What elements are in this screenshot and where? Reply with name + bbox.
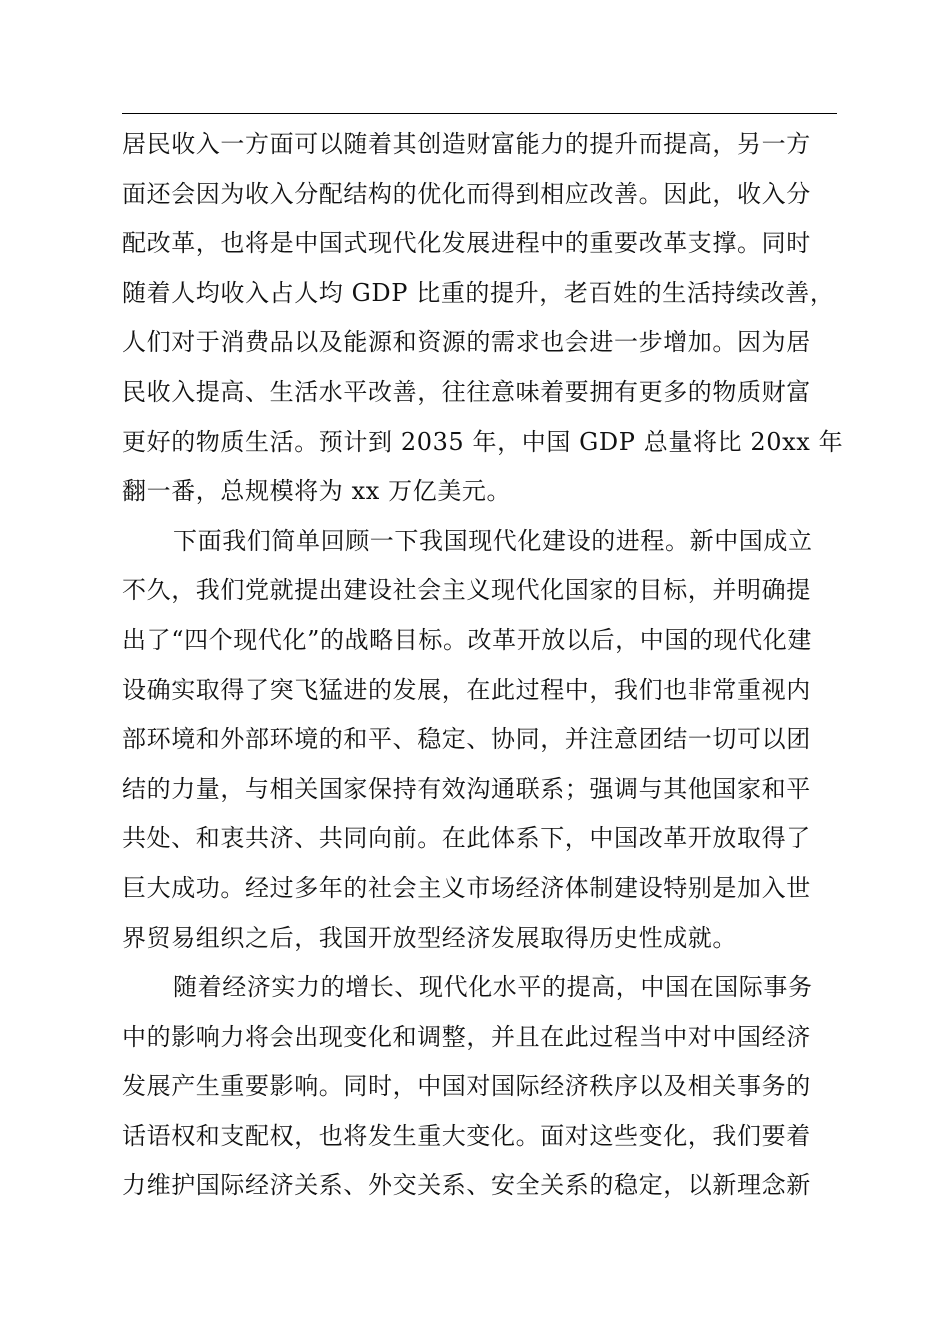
text-line: 巨大成功。经过多年的社会主义市场经济体制建设特别是加入世	[122, 873, 811, 902]
text-line: 不久，我们党就提出建设社会主义现代化国家的目标，并明确提	[122, 576, 811, 605]
text-line: 面还会因为收入分配结构的优化而得到相应改善。因此，收入分	[122, 179, 811, 208]
document-body	[122, 120, 844, 1211]
text-line: 话语权和支配权，也将发生重大变化。面对这些变化，我们要着	[122, 1121, 811, 1150]
text-line: 配改革，也将是中国式现代化发展进程中的重要改革支撑。同时	[122, 229, 811, 258]
text-line: 居民收入一方面可以随着其创造财富能力的提升而提高，另一方	[122, 130, 811, 158]
text-line: 更好的物质生活。预计到 2035 年，中国 GDP 总量将比 20xx 年	[122, 427, 844, 456]
paragraph-first-line: 下面我们简单回顾一下我国现代化建设的进程。新中国成立	[173, 526, 813, 555]
text-line: 力维护国际经济关系、外交关系、安全关系的稳定，以新理念新	[122, 1171, 811, 1200]
text-line: 界贸易组织之后，我国开放型经济发展取得历史性成就。	[122, 923, 737, 952]
text-line: 出了“四个现代化”的战略目标。改革开放以后，中国的现代化建	[122, 625, 812, 654]
text-line: 翻一番，总规模将为 xx 万亿美元。	[122, 477, 512, 506]
text-line: 随着人均收入占人均 GDP 比重的提升，老百姓的生活持续改善，	[122, 278, 835, 307]
text-line: 人们对于消费品以及能源和资源的需求也会进一步增加。因为居	[122, 328, 811, 357]
text-line: 结的力量，与相关国家保持有效沟通联系；强调与其他国家和平	[122, 774, 811, 803]
text-line: 民收入提高、生活水平改善，往往意味着要拥有更多的物质财富	[122, 377, 811, 406]
text-line: 发展产生重要影响。同时，中国对国际经济秩序以及相关事务的	[122, 1072, 811, 1101]
text-line: 部环境和外部环境的和平、稳定、协同，并注意团结一切可以团	[122, 725, 811, 754]
text-line: 中的影响力将会出现变化和调整，并且在此过程当中对中国经济	[122, 1022, 811, 1051]
paragraph-first-line: 随着经济实力的增长、现代化水平的提高，中国在国际事务	[173, 973, 813, 1002]
header-rule	[122, 113, 837, 114]
text-line: 设确实取得了突飞猛进的发展，在此过程中，我们也非常重视内	[122, 675, 811, 704]
text-line: 共处、和衷共济、共同向前。在此体系下，中国改革开放取得了	[122, 824, 811, 853]
